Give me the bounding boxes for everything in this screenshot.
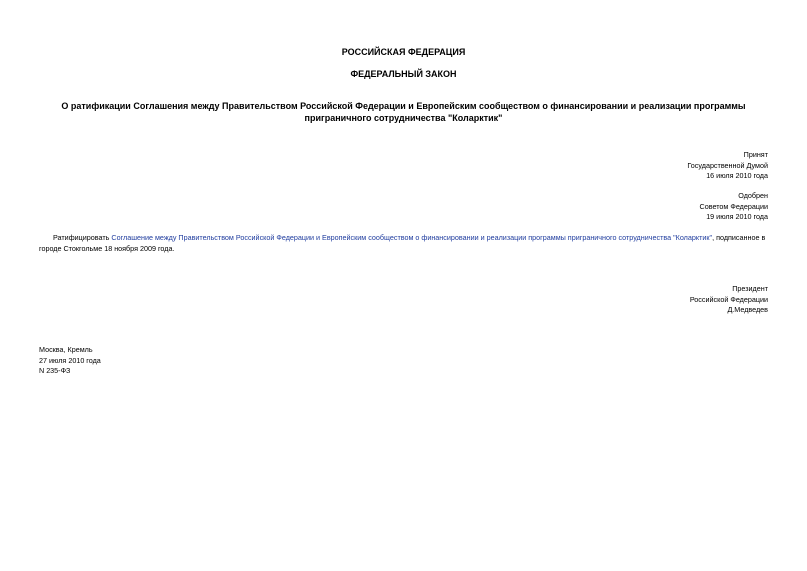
law-title: О ратификации Соглашения между Правительством Российской Федерации и Европейским сообществом о финансировании и реализации программы приграничного сотрудничества "Коларктик" <box>61 101 746 123</box>
law-type-heading: ФЕДЕРАЛЬНЫЙ ЗАКОН <box>350 69 457 79</box>
body-suffix: , подписанное в городе Стокгольме 18 ноября 2009 года. <box>39 233 766 253</box>
place-date: 27 июля 2010 года <box>39 355 101 365</box>
place-block <box>39 345 101 377</box>
signer-name: Д.Медведев <box>727 305 768 314</box>
place-location: Москва, Кремль <box>39 345 93 354</box>
body-prefix: Ратифицировать <box>53 233 112 242</box>
adopted-date: 16 июля 2010 года <box>706 171 768 180</box>
agreement-link[interactable]: Соглашение между Правительством Российской Федерации и Европейским сообществом о финансировании и реализации программы приграничного сотрудничества "Коларктик" <box>111 233 713 242</box>
approved-block <box>468 191 768 223</box>
adopted-status: Принят <box>743 150 768 159</box>
approved-date: 19 июля 2010 года <box>706 212 768 221</box>
approved-status: Одобрен <box>738 191 768 200</box>
signer-country: Российской Федерации <box>689 294 768 304</box>
adopted-body: Государственной Думой <box>687 160 768 170</box>
country-heading: РОССИЙСКАЯ ФЕДЕРАЦИЯ <box>341 47 466 57</box>
adopted-block <box>468 150 768 182</box>
signer-position: Президент <box>732 284 768 293</box>
law-number: N 235-ФЗ <box>39 366 71 375</box>
signer-block <box>468 284 768 316</box>
approved-body: Советом Федерации <box>699 201 768 211</box>
body-paragraph <box>39 233 769 254</box>
